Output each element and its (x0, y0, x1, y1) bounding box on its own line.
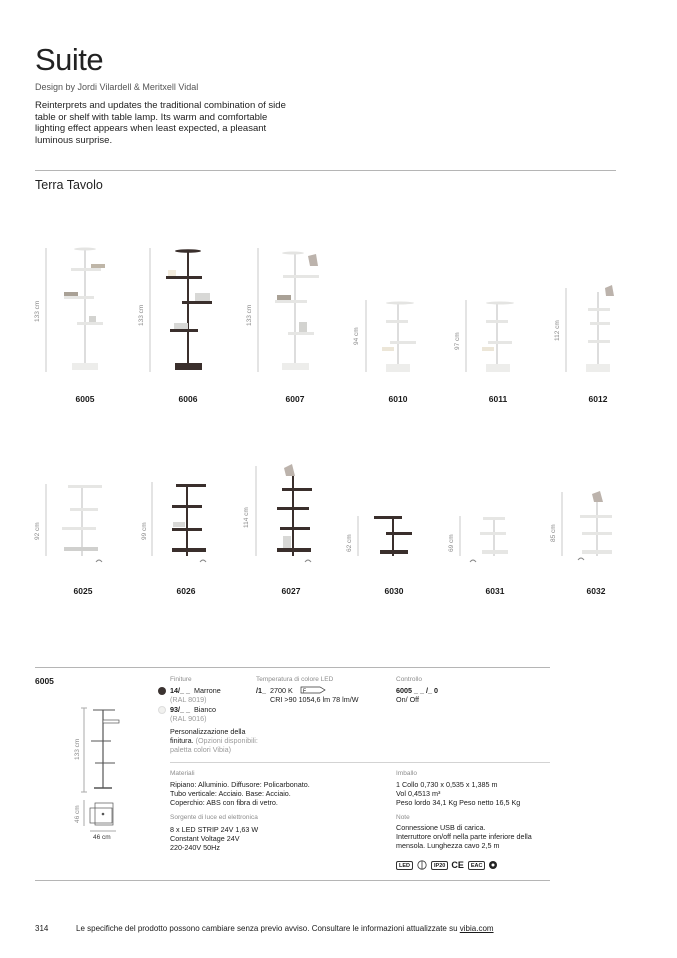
product-code-6012: 6012 (588, 394, 608, 404)
product-code-6026: 6026 (176, 586, 196, 596)
drawing-base-width-label: 46 cm (93, 834, 111, 841)
lamp-drawing-6007 (275, 252, 319, 371)
divider (35, 170, 616, 171)
finish-brown: 14/_ _ Marrone (170, 686, 221, 695)
packaging-line1: 1 Collo 0,730 x 0,535 x 1,385 m (396, 780, 498, 789)
packaging-line3: Peso lordo 34,1 Kg Peso netto 16,5 Kg (396, 798, 521, 807)
row1-drawings (0, 230, 677, 390)
product-code-6031: 6031 (485, 586, 505, 596)
page-title: Suite (35, 42, 104, 77)
finish-white-ral: (RAL 9016) (170, 714, 207, 723)
height-label-6005: 133 cm (34, 300, 41, 322)
notes-line1: Connessione USB di carica. (396, 823, 486, 832)
height-label-6010: 94 cm (353, 327, 360, 345)
dimmable-icon (300, 686, 326, 694)
recycle-icon (488, 860, 498, 870)
packaging-line2: Vol 0,4513 m³ (396, 789, 441, 798)
control-code: 6005 _ _ /_ 0 (396, 686, 438, 695)
cert-ce: CE (451, 860, 464, 870)
drawing-height-label: 133 cm (74, 738, 81, 760)
product-code-6006: 6006 (178, 394, 198, 404)
product-code-6011: 6011 (488, 394, 508, 404)
swatch-brown (158, 687, 166, 695)
packaging-label: Imballo (396, 770, 417, 777)
lamp-drawing-6032 (578, 491, 612, 560)
certifications (396, 860, 498, 870)
height-label-6011: 97 cm (454, 332, 461, 350)
class-ii-icon (416, 860, 428, 870)
color-temp-values: CRI >90 1054,6 lm 78 lm/W (270, 695, 359, 704)
lamp-drawing-6006 (166, 249, 212, 370)
product-code-6032: 6032 (586, 586, 606, 596)
product-code-6025: 6025 (73, 586, 93, 596)
finish-custom: Personalizzazione della finitura. (Opzioni disponibili: paletta colori Vibia) (170, 727, 258, 755)
spec-bottom-divider (35, 880, 550, 881)
light-source-label: Sorgente di luce ed elettronica (170, 814, 258, 821)
finishes-label: Finiture (170, 676, 192, 683)
lamp-drawing-6005 (64, 248, 105, 371)
notes-line2: Interruttore on/off nella parte inferiore della mensola. Lunghezza cavo 2,5 m (396, 832, 532, 851)
spec-inner-divider (170, 762, 550, 763)
height-label-6026: 99 cm (141, 522, 148, 540)
cert-eac: EAC (468, 861, 486, 870)
footer-disclaimer: Le specifiche del prodotto possono cambiare senza previo avviso. Consultare le informazioni attualizzate su vibia.com (76, 924, 494, 933)
vibia-link[interactable]: vibia.com (459, 924, 494, 933)
svg-text:F: F (303, 688, 307, 694)
lamp-drawing-6030 (374, 516, 412, 556)
cert-ip20: IP20 (431, 861, 448, 870)
lamp-drawing-6027 (277, 464, 312, 562)
height-label-6025: 92 cm (34, 522, 41, 540)
height-label-6031: 69 cm (448, 534, 455, 552)
lamp-drawing-6026 (172, 484, 206, 562)
materials-line1: Ripiano: Alluminio. Diffusore: Policarbonato. (170, 780, 310, 789)
light-source-line3: 220-240V 50Hz (170, 843, 220, 852)
height-label-6007: 133 cm (246, 304, 253, 326)
product-code-6030: 6030 (384, 586, 404, 596)
control-value: On/ Off (396, 695, 420, 704)
technical-drawing (70, 700, 140, 850)
height-label-6012: 112 cm (554, 320, 561, 341)
height-label-6032: 85 cm (550, 524, 557, 542)
height-label-6027: 114 cm (243, 507, 250, 528)
product-description: Reinterprets and updates the traditional combination of side table or shelf with table lamp. Its warm and comfortable lighting effect appears when least expected, a pleasant luminous surprise. (35, 100, 286, 146)
control-label: Controllo (396, 676, 423, 683)
page-number: 314 (35, 924, 49, 933)
finish-white: 93/_ _ Bianco (170, 705, 216, 714)
materials-line2: Tubo verticale: Acciaio. Base: Acciaio. (170, 789, 291, 798)
color-temp-label: Temperatura di colore LED (256, 676, 334, 683)
notes-label: Note (396, 814, 410, 821)
lamp-drawing-6011 (482, 302, 514, 373)
product-code-6010: 6010 (388, 394, 408, 404)
height-label-6030: 62 cm (346, 534, 353, 552)
section-title: Terra Tavolo (35, 178, 103, 192)
spec-top-divider (35, 667, 550, 668)
lamp-drawing-6010 (382, 302, 416, 373)
designer-credit: Design by Jordi Vilardell & Meritxell Vidal (35, 82, 199, 92)
light-source-line2: Constant Voltage 24V (170, 834, 240, 843)
materials-line3: Coperchio: ABS con fibra di vetro. (170, 798, 278, 807)
swatch-white (158, 706, 166, 714)
lamp-drawing-6025 (62, 485, 102, 562)
materials-label: Materiali (170, 770, 195, 777)
cert-led: LED (396, 861, 413, 870)
color-temp-code: /1_ 2700 K (256, 686, 293, 695)
finish-brown-ral: (RAL 8019) (170, 695, 207, 704)
row2-drawings (0, 460, 677, 580)
product-code-6007: 6007 (285, 394, 305, 404)
height-label-6006: 133 cm (138, 304, 145, 326)
light-source-line1: 8 x LED STRIP 24V 1,63 W (170, 825, 259, 834)
lamp-drawing-6012 (586, 285, 614, 372)
lamp-drawing-6031 (470, 517, 508, 562)
drawing-base-height-label: 46 cm (74, 805, 81, 823)
product-code-6005: 6005 (75, 394, 95, 404)
spec-product-code: 6005 (35, 676, 54, 686)
product-code-6027: 6027 (281, 586, 301, 596)
